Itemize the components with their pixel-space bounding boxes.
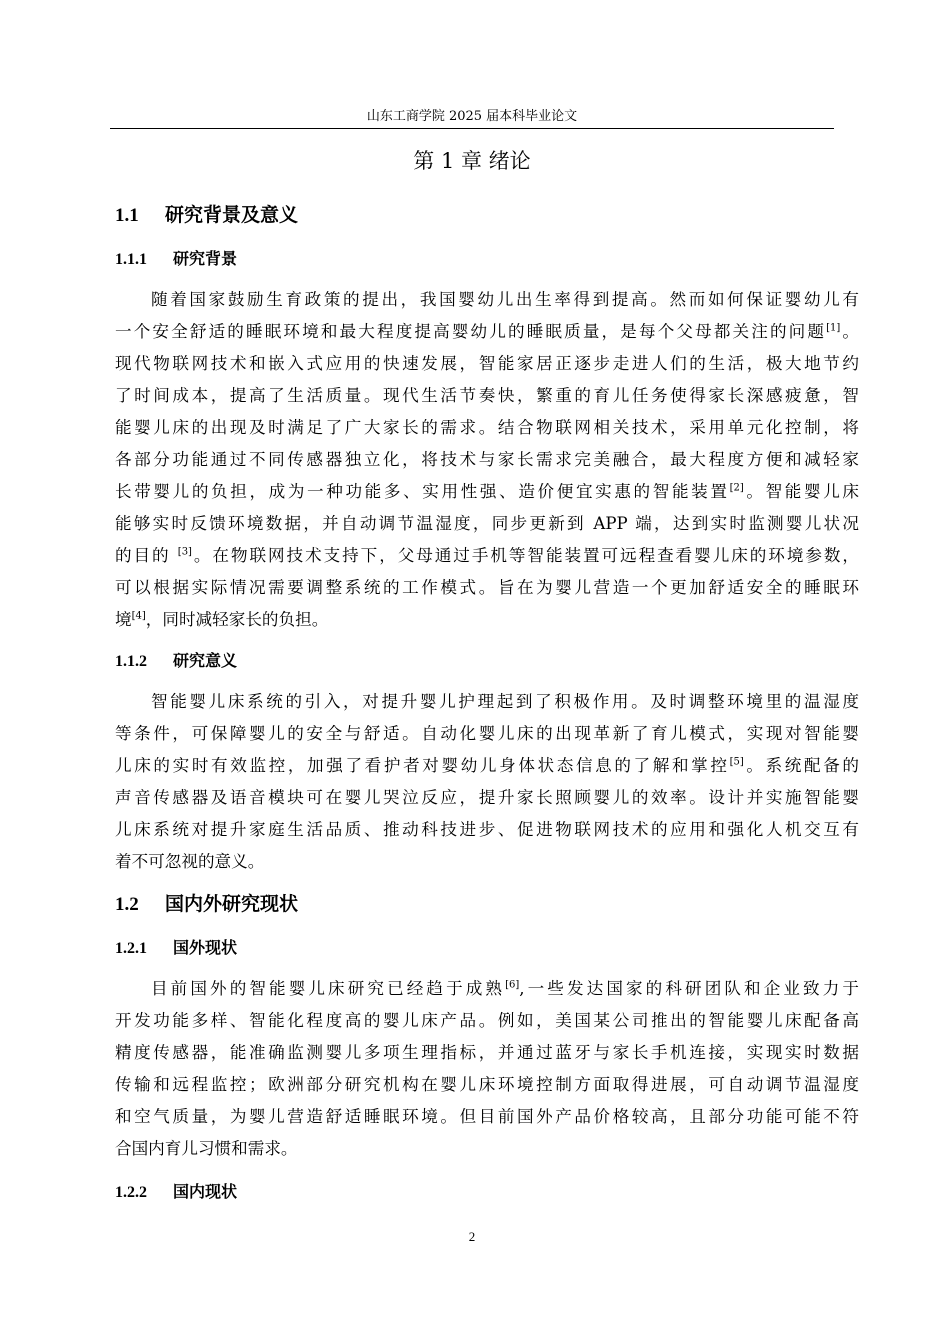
subsection-title: 研究意义 [173,651,238,670]
section-title: 国内外研究现状 [165,893,299,915]
text-line: 随着国家鼓励生育政策的提出，我国婴幼儿出生率得到提高。然而如何保证婴幼儿有 [151,290,859,309]
text-line: 能够实时反馈环境数据，并自动调节温湿度，同步更新到 APP 端，达到实时监测婴儿状况 [115,514,859,533]
section-number: 1.2 [115,894,139,915]
text-line: 声音传感器及语音模块可在婴儿哭泣反应，提升家长照顾婴儿的效率。设计并实施智能婴 [115,788,859,807]
text-line: 儿床的实时有效监控，加强了看护者对婴幼儿身体状态信息的了解和掌控[5]。系统配备的 [115,756,860,775]
section-title: 研究背景及意义 [165,204,299,226]
citation-marker: [5] [729,756,744,768]
citation-marker: [1] [826,322,841,334]
text-line: 着不可忽视的意义。 [115,852,265,871]
text-line: 传输和远程监控；欧洲部分研究机构在婴儿床环境控制方面取得进展，可自动调节温湿度 [115,1075,859,1094]
paragraph-foreign-status [115,973,859,1165]
subsection-heading-1-2-1 [115,937,237,960]
paragraph-research-background [115,284,859,636]
text-line: 合国内育儿习惯和需求。 [115,1139,298,1158]
subsection-number: 1.1.1 [115,251,147,268]
text-line: 等条件，可保障婴儿的安全与舒适。自动化婴儿床的出现革新了育儿模式，实现对智能婴 [115,724,859,743]
subsection-heading-1-1-2 [115,650,237,673]
subsection-title: 国内现状 [173,1182,238,1201]
page-number: 2 [468,1229,476,1244]
paragraph-research-significance [115,686,859,878]
text-line: 的目的 [3]。在物联网技术支持下，父母通过手机等智能装置可远程查看婴儿床的环境参数， [115,546,859,565]
citation-marker: [3] [177,546,192,558]
text-line: 一个安全舒适的睡眠环境和最大程度提高婴幼儿的睡眠质量，是每个父母都关注的问题[1]。 [115,322,860,341]
text-line: 长带婴儿的负担，成为一种功能多、实用性强、造价便宜实惠的智能装置[2]。智能婴儿床 [115,482,860,501]
text-line: 目前国外的智能婴儿床研究已经趋于成熟[6],一些发达国家的科研团队和企业致力于 [151,979,859,998]
text-line: 境[4]，同时减轻家长的负担。 [115,610,329,629]
text-line: 了时间成本，提高了生活质量。现代生活节奏快，繁重的育儿任务使得家长深感疲惫，智 [115,386,859,405]
text-line: 能婴儿床的出现及时满足了广大家长的需求。结合物联网相关技术，采用单元化控制，将 [115,418,859,437]
text-line: 和空气质量，为婴儿营造舒适睡眠环境。但目前国外产品价格较高，且部分功能可能不符 [115,1107,859,1126]
citation-marker: [4] [131,610,146,622]
citation-marker: [6] [505,979,520,991]
text-line: 儿床系统对提升家庭生活品质、推动科技进步、促进物联网技术的应用和强化人机交互有 [115,820,859,839]
header-rule [110,128,834,129]
subsection-heading-1-2-2 [115,1181,237,1204]
text-line: 智能婴儿床系统的引入，对提升婴儿护理起到了积极作用。及时调整环境里的温湿度 [151,692,859,711]
section-number: 1.1 [115,205,139,226]
text-line: 开发功能多样、智能化程度高的婴儿床产品。例如，美国某公司推出的智能婴儿床配备高 [115,1011,859,1030]
text-line: 可以根据实际情况需要调整系统的工作模式。旨在为婴儿营造一个更加舒适安全的睡眠环 [115,578,859,597]
subsection-number: 1.2.2 [115,1184,147,1201]
text-line: 精度传感器，能准确监测婴儿多项生理指标，并通过蓝牙与家长手机连接，实现实时数据 [115,1043,859,1062]
subsection-title: 国外现状 [173,938,238,957]
section-heading-1-2 [115,891,298,918]
citation-marker: [2] [729,482,744,494]
subsection-number: 1.1.2 [115,653,147,670]
section-heading-1-1 [115,202,298,229]
subsection-number: 1.2.1 [115,940,147,957]
subsection-title: 研究背景 [173,249,238,268]
text-line: 现代物联网技术和嵌入式应用的快速发展，智能家居正逐步走进人们的生活，极大地节约 [115,354,859,373]
running-header: 山东工商学院 2025 届本科毕业论文 [366,109,578,124]
text-line: 各部分功能通过不同传感器独立化，将技术与家长需求完美融合，最大程度方便和减轻家 [115,450,859,469]
subsection-heading-1-1-1 [115,248,237,271]
chapter-title: 第 1 章 绪论 [413,149,531,173]
